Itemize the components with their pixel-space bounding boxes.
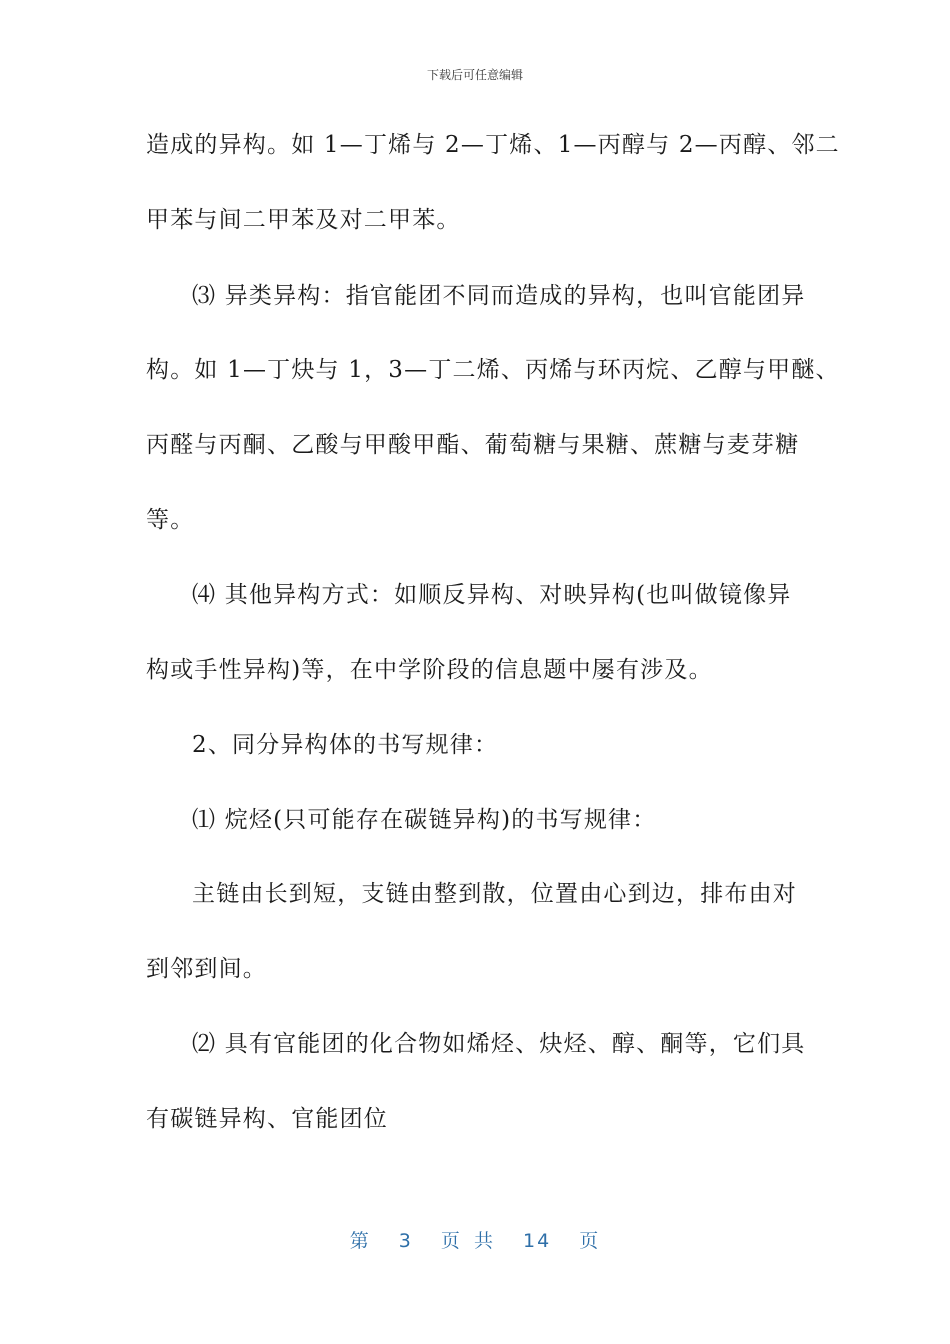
footer-middle: 页 共 (440, 1230, 495, 1252)
text-line: 等。 (146, 507, 195, 533)
text-line: 构。如 1—丁炔与 1，3—丁二烯、丙烯与环丙烷、乙醇与甲醚、 (146, 357, 840, 383)
text-line: 构或手性异构)等，在中学阶段的信息题中屡有涉及。 (146, 657, 713, 683)
text-line: ⑵ 具有官能团的化合物如烯烃、炔烃、醇、酮等，它们具 (192, 1031, 806, 1057)
text-line: 丙醛与丙酮、乙酸与甲酸甲酯、葡萄糖与果糖、蔗糖与麦芽糖 (146, 432, 800, 458)
footer-suffix: 页 (579, 1230, 601, 1252)
text-line: ⑴ 烷烃(只可能存在碳链异构)的书写规律： (192, 807, 657, 833)
footer-total-pages: 14 (523, 1230, 552, 1252)
text-line: 到邻到间。 (146, 956, 267, 982)
text-line: 甲苯与间二甲苯及对二甲苯。 (146, 207, 461, 233)
text-line: 2、同分异构体的书写规律： (192, 732, 499, 758)
footer-prefix: 第 (349, 1230, 371, 1252)
text-line: 有碳链异构、官能团位 (146, 1106, 388, 1132)
page-footer (0, 1226, 950, 1253)
text-line: 主链由长到短，支链由整到散，位置由心到边，排布由对 (192, 881, 797, 907)
page-header: 下载后可任意编辑 (426, 68, 523, 82)
footer-page-number: 3 (398, 1230, 413, 1252)
text-line: ⑶ 异类异构：指官能团不同而造成的异构，也叫官能团异 (192, 283, 806, 309)
text-line: 造成的异构。如 1—丁烯与 2—丁烯、1—丙醇与 2—丙醇、邻二 (146, 132, 840, 158)
text-line: ⑷ 其他异构方式：如顺反异构、对映异构(也叫做镜像异 (192, 582, 792, 608)
